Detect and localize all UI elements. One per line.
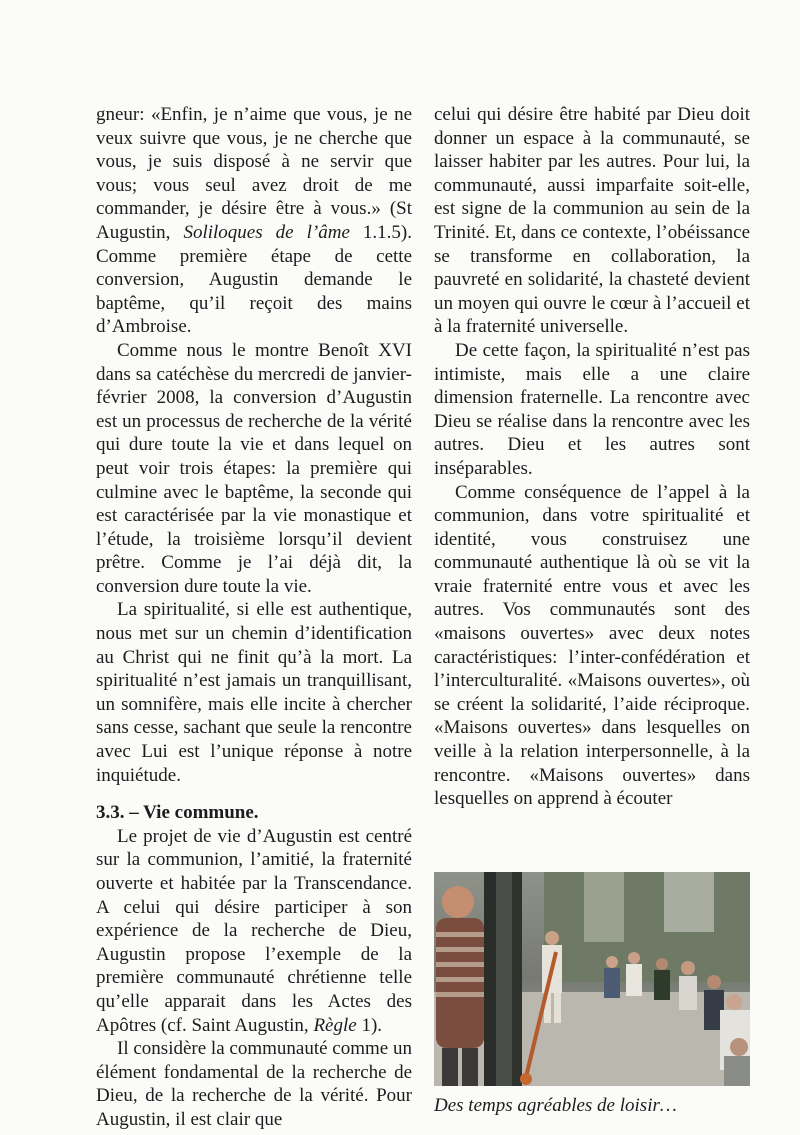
paragraph-4: Le projet de vie d’Augustin est centré sur la communion, l’amitié, la fraternité ouverte et habitée par la Transcendance. A celui qui désire participer à son expérience de la recherche de Dieu, Augustin propose l’exemple de la première communauté chrétienne telle qu’elle apparait dans les Actes des Apôtres (cf. Saint Augustin, Règle 1).: [96, 825, 412, 1036]
left-text-column: [96, 103, 412, 1132]
figure-caption: Des temps agréables de loisir…: [434, 1095, 677, 1116]
photo-leisure: [434, 872, 750, 1086]
section-heading: 3.3. – Vie commune.: [96, 802, 259, 824]
paragraph-continued: celui qui désire être habité par Dieu doit donner un espace à la communauté, se laisser habiter par les autres. Pour lui, la communauté, aussi imparfaite soit-elle, est signe de la communion au sein de la Trinité. Et, dans ce contexte, l’obéissance se transforme en collaboration, la pauvreté en solidarité, la chasteté devient un moyen qui ouvre le cœur à l’accueil et à la fraternité universelle.: [434, 104, 750, 338]
paragraph-1: gneur: «Enfin, je n’aime que vous, je ne veux suivre que vous, je ne cherche que vous, je suis disposé à ne servir que vous; vous seul avez droit de me commander, je désire être à vous.» (St Augustin, Soliloques de l’âme 1.1.5). Comme première étape de cette conversion, Augustin demande le baptême, qu’il reçoit des mains d’Ambroise.: [96, 104, 412, 338]
italic-rule: Règle: [313, 1014, 357, 1036]
paragraph-2: Comme nous le montre Benoît XVI dans sa catéchèse du mercredi de janvier-février 2008, la conversion d’Augustin est un processus de recherche de la vérité qui dure toute la vie et dans lequel on peut voir trois étapes: la première qui culmine avec le baptême, la seconde qui est caractérisée par la vie monastique et l’étude, la troisième lorsqu’il devient prêtre. Comme je l’ai déjà dit, la conversion dure toute la vie.: [96, 339, 412, 597]
paragraph-5: Il considère la communauté comme un élément fondamental de la recherche de Dieu, de la recherche de la vérité. Pour Augustin, il est clair que: [96, 1038, 412, 1130]
italic-title: Soliloques de l’âme: [183, 221, 350, 243]
paragraph-7: Comme conséquence de l’appel à la communion, dans votre spiritualité et identité, vous construisez une communauté authentique là où se vit la vraie fraternité entre vous et avec les autres. Vos communautés sont des «maisons ouvertes» avec deux notes caractéristiques: l’inter-confédération et l’interculturalité. «Maisons ouvertes», où se créent la solidarité, l’aide réciproque. «Maisons ouvertes» dans lesquelles on veille à la relation interpersonnelle, à la rencontre. «Maisons ouvertes» dans lesquelles on apprend à écouter: [434, 481, 750, 810]
paragraph-3: La spiritualité, si elle est authentique, nous met sur un chemin d’identification au Christ qui ne finit qu’à la mort. La spiritualité n’est jamais un tranquillisant, un somnifère, mais elle incite à chercher sans cesse, sachant que seule la rencontre avec Lui est l’unique réponse à notre inquiétude.: [96, 599, 412, 786]
paragraph-6: De cette façon, la spiritualité n’est pas intimiste, mais elle a une claire dimension fraternelle. La rencontre avec Dieu se réalise dans la rencontre avec les autres. Dieu et les autres sont inséparables.: [434, 339, 750, 479]
right-text-column: [434, 103, 750, 811]
